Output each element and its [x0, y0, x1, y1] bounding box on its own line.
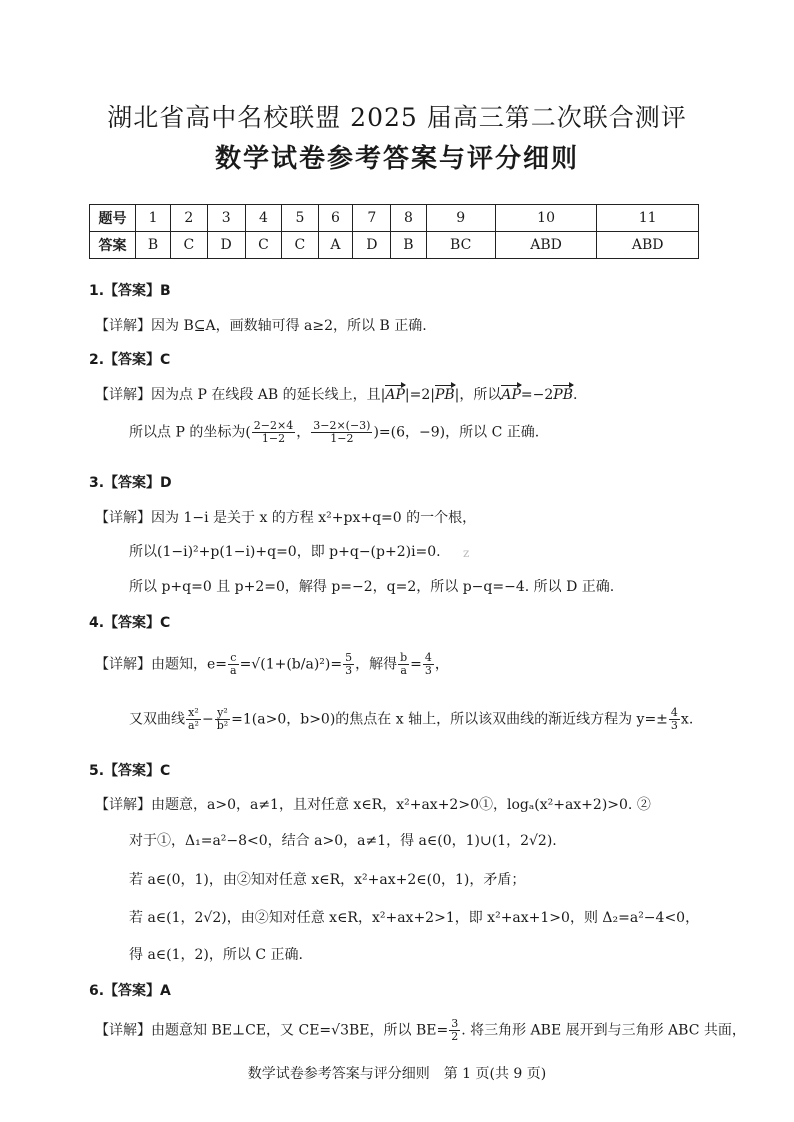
- q3-explanation-line2: 所以(1−i)²+p(1−i)+q=0，即 p+q−(p+2)i=0.: [129, 544, 441, 560]
- q4-text: 【详解】由题知，e=: [95, 656, 228, 673]
- numerator: 4: [424, 651, 432, 664]
- q4-text: =√(1+(b/a)²)=: [239, 656, 343, 673]
- q2-text: .: [573, 387, 578, 403]
- q4-text: x.: [680, 711, 694, 728]
- q6-text: . 将三角形 ABE 展开到与三角形 ABC 共面，: [461, 1022, 746, 1039]
- question-number: 6: [318, 205, 353, 232]
- answer-cell: B: [136, 232, 171, 259]
- page-footer: 数学试卷参考答案与评分细则 第 1 页(共 9 页): [247, 1066, 547, 1082]
- answer-cell: A: [318, 232, 353, 259]
- fraction: [343, 652, 354, 677]
- q4-answer-head: 4.【答案】C: [89, 615, 171, 631]
- q6-explanation-line1: [95, 1018, 746, 1043]
- row-label-answer: 答案: [90, 232, 136, 259]
- q5-explanation-line5: 得 a∈(1，2)，所以 C 正确.: [129, 947, 303, 963]
- fraction: [252, 420, 295, 445]
- q4-text: ，解得: [355, 656, 398, 673]
- q4-explanation-line1: [95, 652, 449, 677]
- denominator: a: [230, 664, 237, 677]
- question-number: 4: [245, 205, 281, 232]
- q3-answer-head: 3.【答案】D: [89, 475, 172, 491]
- q2-explanation-line2: [129, 420, 539, 445]
- numerator: 3: [451, 1017, 459, 1030]
- vector-ap: AP: [501, 387, 521, 403]
- page-subtitle: 数学试卷参考答案与评分细则: [214, 144, 579, 174]
- numerator: x²: [186, 707, 201, 720]
- q2-text: |=2|: [404, 387, 435, 403]
- answer-cell: ABD: [495, 232, 597, 259]
- answer-cell: D: [353, 232, 391, 259]
- vector-pb: PB: [434, 387, 455, 403]
- q2-text: =−2: [520, 387, 554, 403]
- question-number: 7: [353, 205, 391, 232]
- numerator: 3−2×(−3): [313, 419, 371, 432]
- row-label-number: 题号: [90, 205, 136, 232]
- q4-text: =: [410, 656, 422, 673]
- denominator: a²: [188, 719, 199, 732]
- q2-explanation-line1: [95, 384, 577, 404]
- numerator: y²: [215, 707, 230, 720]
- denominator: 1−2: [330, 432, 354, 445]
- q2-text: 所以点 P 的坐标为(: [129, 424, 251, 441]
- q5-explanation-line1: 【详解】由题意，a>0，a≠1，且对任意 x∈R，x²+ax+2>0①，logₐ(x²+ax+2)>0. ②: [95, 797, 651, 813]
- question-number: 2: [171, 205, 207, 232]
- question-number: 9: [426, 205, 495, 232]
- q4-text: −: [201, 711, 214, 728]
- q2-text: )=(6，−9)，所以 C 正确.: [373, 424, 540, 441]
- answer-cell: C: [171, 232, 207, 259]
- q2-text: |，所以: [454, 387, 502, 403]
- watermark: z: [463, 546, 470, 560]
- fraction: [186, 707, 201, 732]
- q2-answer-head: 2.【答案】C: [89, 352, 171, 368]
- question-number: 11: [597, 205, 699, 232]
- q5-answer-head: 5.【答案】C: [89, 763, 171, 779]
- fraction: [215, 707, 230, 732]
- fraction: [398, 652, 409, 677]
- q2-text: ，: [296, 424, 311, 441]
- answer-cell: C: [282, 232, 318, 259]
- q4-text: ，: [434, 656, 449, 673]
- fraction: [228, 652, 239, 677]
- question-number: 5: [282, 205, 318, 232]
- q2-text: 【详解】因为点 P 在线段 AB 的延长线上，且|: [95, 387, 386, 403]
- denominator: 3: [345, 664, 353, 677]
- q1-answer-head: 1.【答案】B: [89, 283, 171, 299]
- q5-explanation-line3: 若 a∈(0，1)，由②知对任意 x∈R，x²+ax+2∈(0，1)，矛盾；: [129, 872, 526, 888]
- page-title: 湖北省高中名校联盟 2025 届高三第二次联合测评: [107, 103, 687, 132]
- answer-table-row-numbers: [90, 205, 699, 232]
- q5-explanation-line4: 若 a∈(1，2√2)，由②知对任意 x∈R，x²+ax+2>1，即 x²+ax+1>0，则 Δ₂=a²−4<0，: [129, 910, 700, 926]
- q3-explanation-line1: 【详解】因为 1−i 是关于 x 的方程 x²+px+q=0 的一个根，: [95, 510, 477, 526]
- q6-text: 【详解】由题意知 BE⊥CE，又 CE=√3BE，所以 BE=: [95, 1022, 449, 1039]
- numerator: 2−2×4: [253, 419, 294, 432]
- answer-cell: ABD: [597, 232, 699, 259]
- denominator: b²: [216, 719, 229, 732]
- vector-ap: AP: [385, 387, 405, 403]
- q1-explanation: 【详解】因为 B⊆A，画数轴可得 a≥2，所以 B 正确.: [95, 318, 427, 334]
- fraction: [669, 707, 680, 732]
- q4-explanation-line2: [129, 707, 693, 732]
- vector-pb: PB: [553, 387, 574, 403]
- denominator: a: [400, 664, 407, 677]
- q3-explanation-line3: 所以 p+q=0 且 p+2=0，解得 p=−2，q=2，所以 p−q=−4. 所以 D 正确.: [129, 579, 615, 595]
- numerator: c: [228, 652, 239, 665]
- fraction: [311, 420, 372, 445]
- question-number: 3: [207, 205, 245, 232]
- question-number: 1: [136, 205, 171, 232]
- answer-cell: C: [245, 232, 281, 259]
- answer-table: [89, 204, 699, 259]
- answer-cell: D: [207, 232, 245, 259]
- answer-table-row-answers: [90, 232, 699, 259]
- q4-text: 又双曲线: [129, 711, 185, 728]
- q5-explanation-line2: 对于①，Δ₁=a²−8<0，结合 a>0，a≠1，得 a∈(0，1)∪(1，2√2).: [129, 833, 557, 849]
- denominator: 2: [451, 1030, 459, 1043]
- numerator: 4: [670, 706, 678, 719]
- fraction: [423, 652, 434, 677]
- numerator: b: [400, 651, 408, 664]
- fraction: [449, 1018, 460, 1043]
- denominator: 1−2: [261, 432, 286, 445]
- denominator: 3: [670, 719, 678, 732]
- question-number: 8: [391, 205, 426, 232]
- answer-cell: BC: [426, 232, 495, 259]
- numerator: 5: [345, 651, 353, 664]
- answer-cell: B: [391, 232, 426, 259]
- q6-answer-head: 6.【答案】A: [89, 983, 171, 999]
- question-number: 10: [495, 205, 597, 232]
- denominator: 3: [424, 664, 432, 677]
- q4-text: =1(a>0，b>0)的焦点在 x 轴上，所以该双曲线的渐近线方程为 y=±: [231, 711, 668, 728]
